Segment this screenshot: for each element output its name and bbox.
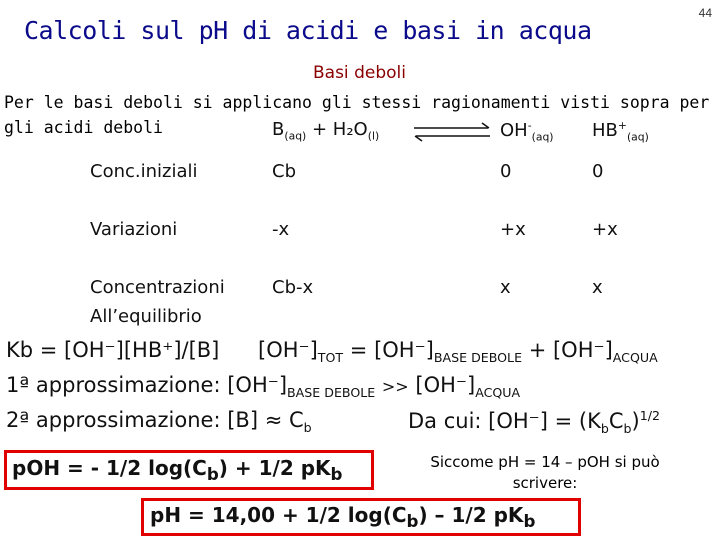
oh-total-rhs-sub: ACQUA — [612, 350, 658, 366]
da-cui-c: C — [608, 409, 624, 433]
product-hydroxide-charge: - — [527, 119, 532, 132]
da-cui-label: Da cui: — [408, 409, 482, 433]
row-change-label: Variazioni — [90, 219, 178, 240]
oh-total-equation — [258, 338, 658, 365]
da-cui-equation — [408, 408, 660, 436]
row-initial-label: Conc.iniziali — [90, 161, 198, 182]
page-number: 44 — [698, 6, 712, 20]
reaction-equation — [272, 119, 379, 143]
approximation-1-lhs: [OH⁻] — [227, 373, 288, 397]
approximation-1-operator: >> — [381, 377, 409, 396]
row-equilibrium-label-2: All’equilibrio — [90, 306, 202, 327]
row-change-hb: +x — [592, 219, 618, 240]
product-conjugate-acid-state: (aq) — [626, 130, 649, 144]
poh-formula-sub2: b — [330, 465, 343, 484]
row-equilibrium-base: Cb-x — [272, 277, 314, 298]
row-change-base: -x — [272, 219, 290, 240]
poh-formula — [12, 456, 342, 484]
reactant-water: + H₂O — [312, 119, 368, 140]
approximation-1-rhs-sub: ACQUA — [475, 385, 521, 401]
approximation-2-label: 2ª approssimazione: — [6, 408, 221, 432]
product-hydroxide-formula: OH — [500, 120, 528, 141]
row-initial-base: Cb — [272, 161, 296, 182]
da-cui-exponent: 1/2 — [639, 408, 661, 423]
reactant-base-state: (aq) — [284, 129, 307, 143]
approximation-2 — [6, 408, 312, 435]
da-cui-expression: [OH⁻] = (K — [488, 409, 601, 433]
reactant-water-state: (l) — [367, 129, 380, 143]
approximation-2-expression: [B] ≈ C — [227, 408, 304, 432]
ph-formula-part2: ) – 1/2 pK — [418, 503, 524, 527]
oh-total-lhs-sub: TOT — [317, 350, 344, 366]
oh-total-mid-sub: BASE DEBOLE — [433, 350, 523, 366]
da-cui-kb-sub: b — [600, 421, 609, 437]
approximation-1-lhs-sub: BASE DEBOLE — [287, 385, 376, 401]
ph-formula-sub2: b — [523, 512, 536, 531]
ph-relation-note: Siccome pH = 14 – pOH si può scrivere: — [430, 453, 660, 492]
row-equilibrium-label: Concentrazioni — [90, 277, 225, 298]
oh-total-mid: = [OH⁻] — [349, 338, 434, 362]
ph-formula-sub1: b — [406, 512, 419, 531]
kb-expression: Kb = [OH⁻][HB⁺]/[B] — [6, 338, 220, 362]
da-cui-close: ) — [631, 409, 640, 433]
equilibrium-arrow-icon — [412, 120, 492, 144]
row-initial-hb: 0 — [592, 161, 604, 182]
oh-total-rhs: + [OH⁻] — [528, 338, 613, 362]
page-title: Calcoli sul pH di acidi e basi in acqua — [24, 16, 592, 45]
product-conjugate-acid — [592, 119, 649, 144]
da-cui-c-sub: b — [623, 421, 632, 437]
poh-formula-sub1: b — [206, 465, 219, 484]
ph-formula-part1: pH = 14,00 + 1/2 log(C — [150, 503, 407, 527]
approximation-2-sub: b — [303, 420, 312, 436]
section-subtitle: Basi deboli — [313, 63, 406, 83]
row-equilibrium-hb: x — [592, 277, 603, 298]
product-hydroxide-state: (aq) — [531, 130, 554, 144]
approximation-1-label: 1ª approssimazione: — [6, 373, 221, 397]
intro-text: Per le basi deboli si applicano gli stessi ragionamenti visti sopra per gli acidi deboli — [4, 93, 710, 137]
oh-total-lhs: [OH⁻] — [258, 338, 318, 362]
poh-formula-part1: pOH = - 1/2 log(C — [12, 456, 207, 480]
approximation-1-rhs: [OH⁻] — [415, 373, 476, 397]
approximation-1 — [6, 373, 520, 400]
row-initial-oh: 0 — [500, 161, 512, 182]
product-hydroxide — [500, 119, 554, 144]
product-conjugate-acid-charge: + — [617, 119, 627, 132]
ph-formula — [150, 503, 535, 531]
reactant-base: B — [272, 119, 285, 140]
row-equilibrium-oh: x — [500, 277, 511, 298]
row-change-oh: +x — [500, 219, 526, 240]
poh-formula-part2: ) + 1/2 pK — [218, 456, 331, 480]
product-conjugate-acid-formula: HB — [592, 120, 618, 141]
